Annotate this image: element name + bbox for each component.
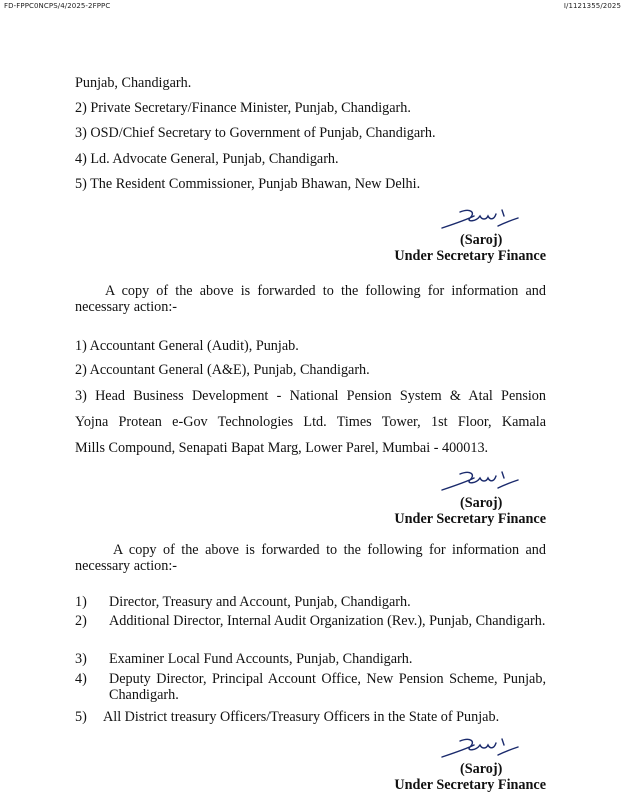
list-line: 2) Accountant General (A&E), Punjab, Chandigarh. [75,362,370,378]
list-item [75,709,546,725]
file-reference: FD-FPPC0NCPS/4/2025-2FPPC [4,2,111,10]
signatory-title: Under Secretary Finance [394,248,546,264]
forwarding-text: A copy of the above is forwarded to the following for information and necessary action:- [75,283,546,315]
item-text: Examiner Local Fund Accounts, Punjab, Chandigarh. [109,651,413,667]
list-item [75,613,546,645]
signatory-name: (Saroj) [460,232,503,248]
item-number: 2) [75,613,87,629]
receipt-number: I/1121355/2025 [563,2,621,10]
list-line: 3) OSD/Chief Secretary to Government of Punjab, Chandigarh. [75,125,436,141]
signatory-name: (Saroj) [460,761,503,777]
list-line: Yojna Protean e-Gov Technologies Ltd. Times Tower, 1st Floor, Kamala [75,414,546,430]
signature-image [440,206,520,232]
item-text: All District treasury Officers/Treasury Officers in the State of Punjab. [103,709,500,725]
list-item [75,671,546,703]
item-number: 3) [75,651,87,667]
list-line: 1) Accountant General (Audit), Punjab. [75,338,299,354]
list-line: 4) Ld. Advocate General, Punjab, Chandigarh. [75,151,339,167]
list-line: Mills Compound, Senapati Bapat Marg, Lower Parel, Mumbai - 400013. [75,440,489,456]
signatory-name: (Saroj) [460,495,503,511]
list-line: Punjab, Chandigarh. [75,75,192,91]
forwarding-text: A copy of the above is forwarded to the following for information and necessary action:- [75,542,546,574]
forwarding-paragraph [75,542,546,574]
item-number: 5) [75,709,87,725]
item-text: Deputy Director, Principal Account Office, New Pension Scheme, Punjab, Chandigarh. [109,671,546,703]
list-line: 5) The Resident Commissioner, Punjab Bhawan, New Delhi. [75,176,421,192]
item-number: 1) [75,594,87,610]
list-line: 2) Private Secretary/Finance Minister, Punjab, Chandigarh. [75,100,411,116]
list-item [75,651,546,667]
item-text: Director, Treasury and Account, Punjab, Chandigarh. [109,594,411,610]
list-line: 3) Head Business Development - National Pension System & Atal Pension [75,388,546,404]
forwarding-paragraph [75,283,546,315]
signatory-title: Under Secretary Finance [394,511,546,527]
signatory-title: Under Secretary Finance [394,777,546,793]
item-number: 4) [75,671,87,687]
item-text: Additional Director, Internal Audit Organization (Rev.), Punjab, Chandigarh. [109,613,546,629]
signature-image [440,468,520,494]
signature-image [440,735,520,761]
list-item [75,594,546,610]
